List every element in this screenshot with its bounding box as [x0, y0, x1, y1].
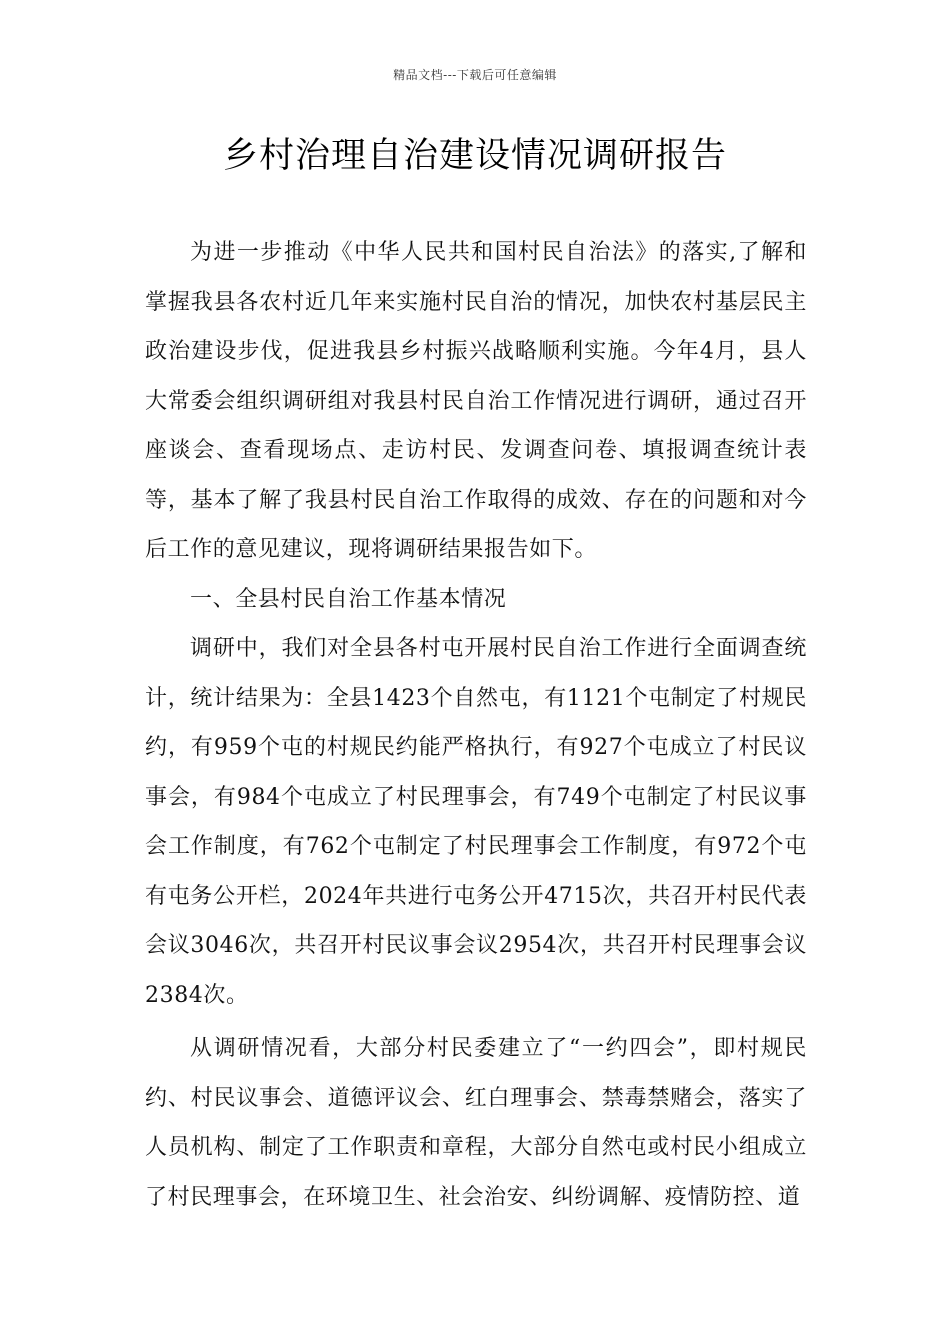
document-body [145, 228, 807, 1222]
section-heading-1: 一、全县村民自治工作基本情况 [190, 586, 507, 612]
document-title: 乡村治理自治建设情况调研报告 [222, 136, 727, 176]
intro-paragraph: 为进一步推动《中华人民共和国村民自治法》的落实,了解和掌握我县各农村近几年来实施村民自治的情况，加快农村基层民主政治建设步伐，促进我县乡村振兴战略顺利实施。今年4月，县人大常委会组织调研组对我县村民自治工作情况进行调研，通过召开座谈会、查看现场点、走访村民、发调查问卷、填报调查统计表等，基本了解了我县村民自治工作取得的成效、存在的问题和对今后工作的意见建议，现将调研结果报告如下。 [145, 240, 807, 562]
survey-paragraph: 调研中，我们对全县各村屯开展村民自治工作进行全面调查统计，统计结果为：全县1423个自然屯，有1121个屯制定了村规民约，有959个屯的村规民约能严格执行，有927个屯成立了村民议事会，有984个屯成立了村民理事会，有749个屯制定了村民议事会工作制度，有762个屯制定了村民理事会工作制度，有972个屯有屯务公开栏，2024年共进行屯务公开4715次，共召开村民代表会议3046次，共召开村民议事会议2954次，共召开村民理事会议2384次。 [145, 636, 807, 1008]
observation-paragraph: 从调研情况看，大部分村民委建立了“一约四会”，即村规民约、村民议事会、道德评议会、红白理事会、禁毒禁赌会，落实了人员机构、制定了工作职责和章程，大部分自然屯或村民小组成立了村民理事会，在环境卫生、社会治安、纠纷调解、疫情防控、道 [145, 1036, 807, 1210]
header-note: 精品文档---下载后可任意编辑 [393, 68, 557, 82]
